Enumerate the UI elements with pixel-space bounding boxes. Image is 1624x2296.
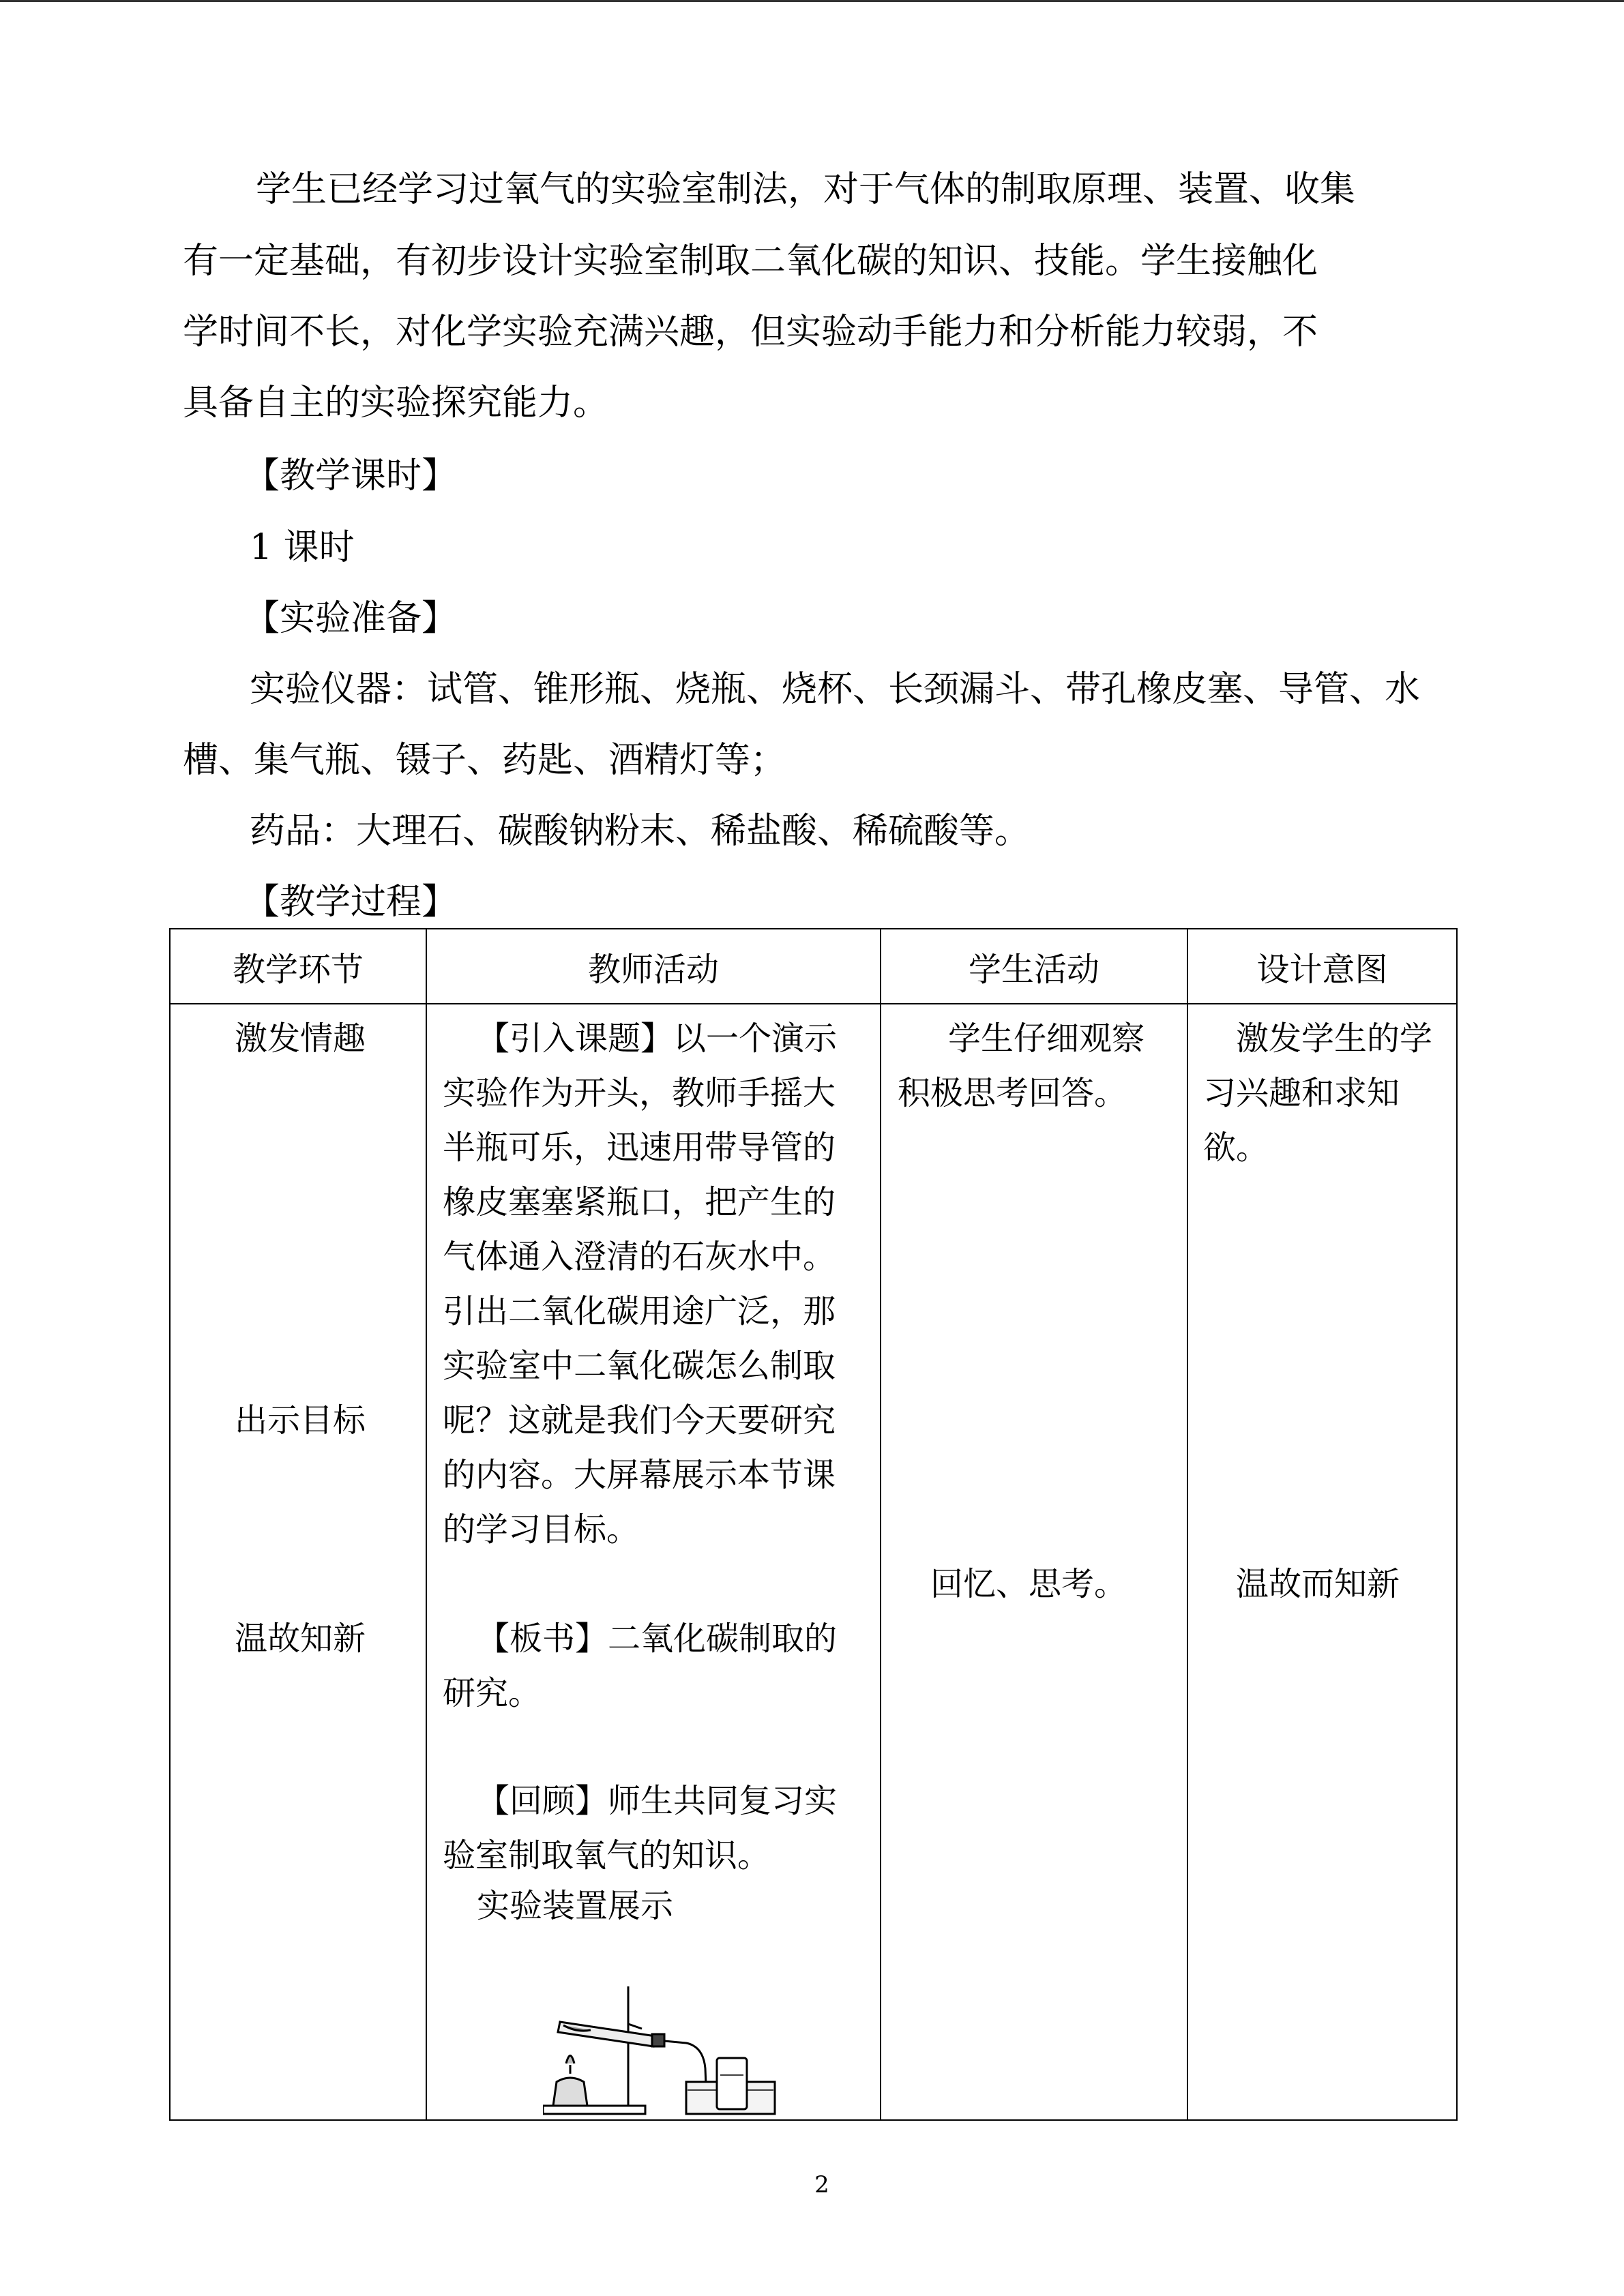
- class-hours-value: 1 课时: [250, 527, 355, 568]
- teacher-activity-cell: [426, 1004, 881, 2120]
- instruments-line-2: 槽、集气瓶、镊子、药匙、酒精灯等；: [183, 740, 786, 781]
- stand-base: [543, 2106, 645, 2114]
- teacher-apparatus-caption: 实验装置展示: [477, 1887, 674, 1925]
- intro-line-4: 具备自主的实验探究能力。: [183, 383, 609, 423]
- teacher-line-2: 实验作为开头，教师手摇大: [443, 1074, 836, 1112]
- reagents-line: 药品：大理石、碳酸钠粉末、稀盐酸、稀硫酸等。: [250, 811, 1031, 852]
- teacher-line-6: 引出二氧化碳用途广泛，那: [443, 1292, 836, 1330]
- header-design-intent: 设计意图: [1187, 929, 1457, 1004]
- table-header-row: [170, 929, 1457, 1004]
- student-activity-cell: [881, 1004, 1187, 2120]
- oxygen-apparatus-illustration: [543, 1973, 809, 2119]
- header-student-activity: 学生活动: [881, 929, 1187, 1004]
- teacher-board-line-1: 【板书】二氧化碳制取的: [477, 1620, 838, 1658]
- intent-line-1: 激发学生的学: [1236, 1019, 1433, 1058]
- intent-line-4: 温故而知新: [1236, 1565, 1400, 1603]
- clamp-arm: [628, 2024, 642, 2029]
- lamp-flame: [566, 2056, 574, 2064]
- teaching-process-heading: 【教学过程】: [244, 882, 458, 923]
- design-intent-cell: [1187, 1004, 1457, 2120]
- student-line-1: 学生仔细观察: [948, 1019, 1145, 1058]
- stage-3: 温故知新: [235, 1620, 366, 1658]
- test-tube: [558, 2022, 655, 2046]
- teacher-line-3: 半瓶可乐，迅速用带导管的: [443, 1129, 836, 1167]
- teacher-review-line-1: 【回顾】师生共同复习实: [477, 1782, 838, 1820]
- teaching-process-table: [169, 928, 1458, 2121]
- teacher-review-line-2: 验室制取氧气的知识。: [443, 1836, 771, 1875]
- student-line-2: 积极思考回答。: [898, 1074, 1127, 1112]
- gas-collecting-bottle: [717, 2058, 747, 2109]
- page-number: 2: [814, 2171, 829, 2198]
- page-top-border: [0, 0, 1624, 2]
- table-row: [170, 1004, 1457, 2120]
- teacher-board-line-2: 研究。: [443, 1674, 542, 1712]
- intent-line-2: 习兴趣和求知: [1203, 1074, 1400, 1112]
- teacher-line-7: 实验室中二氧化碳怎么制取: [443, 1347, 836, 1385]
- experiment-prep-heading: 【实验准备】: [244, 598, 458, 639]
- teacher-line-5: 气体通入澄清的石灰水中。: [443, 1238, 836, 1276]
- teacher-line-9: 的内容。大屏幕展示本节课: [443, 1456, 836, 1494]
- intro-line-3: 学时间不长，对化学实验充满兴趣，但实验动手能力和分析能力较弱，不: [183, 312, 1318, 353]
- stage-cell: [170, 1004, 426, 2120]
- student-line-3: 回忆、思考。: [930, 1565, 1127, 1603]
- intro-line-1: 学生已经学习过氧气的实验室制法，对于气体的制取原理、装置、收集: [256, 169, 1356, 210]
- stopper: [652, 2034, 664, 2046]
- intro-line-2: 有一定基础，有初步设计实验室制取二氧化碳的知识、技能。学生接触化: [183, 241, 1318, 282]
- class-hours-heading: 【教学课时】: [244, 456, 458, 496]
- alcohol-lamp: [553, 2078, 587, 2106]
- header-teacher-activity: 教师活动: [426, 929, 881, 1004]
- teacher-line-4: 橡皮塞塞紧瓶口，把产生的: [443, 1183, 836, 1221]
- intent-line-3: 欲。: [1203, 1129, 1269, 1167]
- header-stage: 教学环节: [170, 929, 426, 1004]
- stage-1: 激发情趣: [235, 1019, 366, 1058]
- teacher-line-1: 【引入课题】以一个演示: [477, 1019, 838, 1058]
- teacher-line-10: 的学习目标。: [443, 1510, 640, 1549]
- teacher-line-8: 呢？这就是我们今天要研究: [443, 1401, 836, 1440]
- stage-2: 出示目标: [235, 1401, 366, 1440]
- instruments-line-1: 实验仪器：试管、锥形瓶、烧瓶、烧杯、长颈漏斗、带孔橡皮塞、导管、水: [250, 669, 1421, 710]
